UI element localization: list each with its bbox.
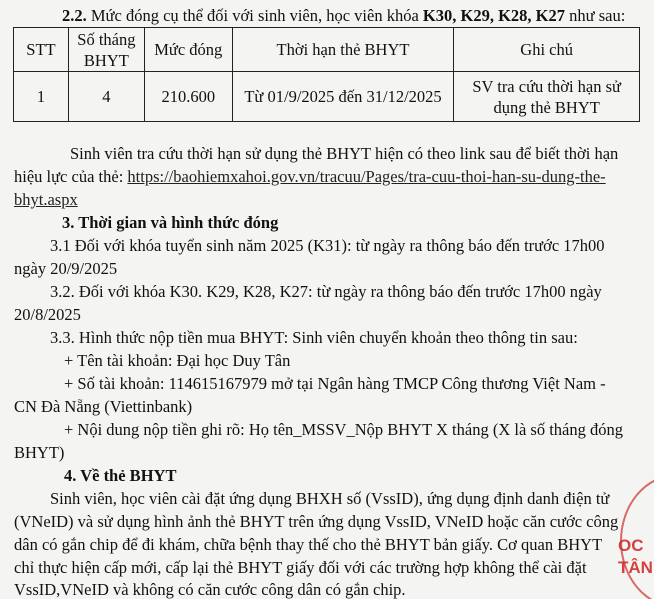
- section-4-line5: VssID,VNeID và không có căn cước công dân có gắn chip.: [14, 580, 406, 599]
- lookup-note-line2: [14, 165, 606, 189]
- cell-note: SV tra cứu thời hạn sử dụng thẻ BHYT: [454, 72, 640, 122]
- header-months: Số tháng BHYT: [68, 28, 144, 72]
- item-3-1-line2: ngày 20/9/2025: [14, 259, 118, 278]
- fee-table: [13, 27, 640, 122]
- section-4-line2: (VNeID) và sử dụng hình ảnh thẻ BHYT trên ứng dụng VssID, VNeID hoặc căn cước công: [14, 512, 619, 531]
- lookup-link-continued: [14, 188, 78, 212]
- bullet-content-line1: + Nội dung nộp tiền ghi rõ: Họ tên_MSSV_Nộp BHYT X tháng (X là số tháng đóng: [64, 420, 623, 439]
- bullet-content-line2: BHYT): [14, 443, 65, 462]
- header-stt: STT: [14, 28, 69, 72]
- section-4-line4: chỉ thực hiện cấp mới, cấp lại thẻ BHYT giấy đối với các trường hợp không thể cài đặt: [14, 558, 587, 577]
- cell-months: 4: [68, 72, 144, 122]
- section-3-heading: 3. Thời gian và hình thức đóng: [62, 213, 279, 232]
- table-row: [14, 72, 640, 122]
- lookup-link-end[interactable]: bhyt.aspx: [14, 190, 78, 209]
- item-3-2-line1: 3.2. Đối với khóa K30. K29, K28, K27: từ ngày ra thông báo đến trước 17h00 ngày: [50, 282, 602, 301]
- section-2-2-courses: K30, K29, K28, K27: [422, 6, 565, 25]
- table-header-row: [14, 28, 640, 72]
- section-2-2-text-b: như sau:: [565, 6, 626, 25]
- lookup-note-prefix: hiệu lực của thẻ:: [14, 167, 128, 186]
- cell-fee: 210.600: [144, 72, 232, 122]
- stamp-text-line1: OC: [618, 536, 644, 555]
- bullet-account-number-line1: + Số tài khoản: 114615167979 mở tại Ngân hàng TMCP Công thương Việt Nam -: [64, 374, 606, 393]
- bullet-account-number-line2: CN Đà Nẵng (Viettinbank): [14, 397, 193, 416]
- header-validity: Thời hạn thẻ BHYT: [232, 28, 454, 72]
- cell-validity: Từ 01/9/2025 đến 31/12/2025: [232, 72, 454, 122]
- lookup-link[interactable]: https://baohiemxahoi.gov.vn/tracuu/Pages/tra-cuu-thoi-han-su-dung-the-: [127, 167, 606, 186]
- cell-stt: 1: [14, 72, 69, 122]
- section-4-line3: dân có gắn chip để đi khám, chữa bệnh thay thế cho thẻ BHYT bản giấy. Cơ quan BHYT: [14, 535, 603, 554]
- lookup-note-line1: Sinh viên tra cứu thời hạn sử dụng thẻ BHYT hiện có theo link sau để biết thời hạn: [70, 144, 619, 163]
- item-3-3: 3.3. Hình thức nộp tiền mua BHYT: Sinh viên chuyển khoản theo thông tin sau:: [50, 328, 578, 347]
- section-2-2-heading: [62, 4, 625, 28]
- header-note: Ghi chú: [454, 28, 640, 72]
- item-3-1-line1: 3.1 Đối với khóa tuyển sinh năm 2025 (K31): từ ngày ra thông báo đến trước 17h00: [50, 236, 605, 255]
- section-4-line1: Sinh viên, học viên cài đặt ứng dụng BHXH số (VssID), ứng dụng định danh điện tử: [50, 489, 610, 508]
- header-fee: Mức đóng: [144, 28, 232, 72]
- stamp-text-line2: TÂN: [618, 558, 653, 577]
- section-2-2-text-a: Mức đóng cụ thể đối với sinh viên, học viên khóa: [86, 6, 423, 25]
- section-2-2-number: 2.2.: [62, 6, 87, 25]
- item-3-2-line2: 20/8/2025: [14, 305, 81, 324]
- bullet-account-name: + Tên tài khoản: Đại học Duy Tân: [64, 351, 291, 370]
- section-4-heading: 4. Về thẻ BHYT: [64, 466, 177, 485]
- red-seal-stamp: [614, 470, 654, 599]
